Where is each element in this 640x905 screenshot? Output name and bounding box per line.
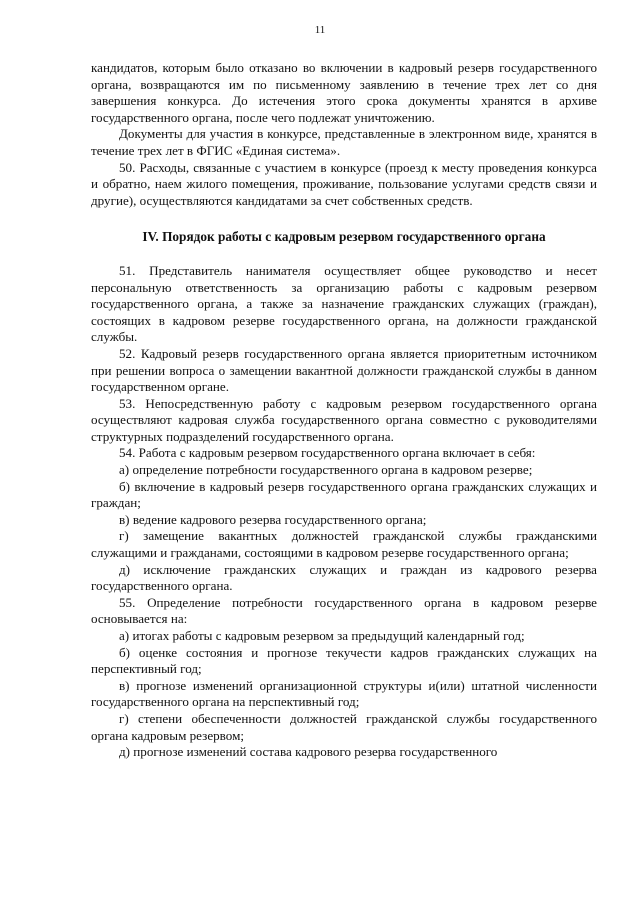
paragraph-50: 50. Расходы, связанные с участием в конкурсе (проезд к месту проведения конкурса и обратно, наем жилого помещения, проживание, пользование услугами средств связи и другие), осуществляются кандидатами за счет собственных средств. [91,159,597,208]
paragraph-54-a: а) определение потребности государственного органа в кадровом резерве; [119,462,533,478]
paragraph-55-b: б) оценке состояния и прогнозе текучести кадров гражданских служащих на перспективный год; [91,644,597,677]
paragraph-53: 53. Непосредственную работу с кадровым резервом государственного органа осуществляют кадровая служба государственного органа совместно с руководителями структурных подразделений государственного органа. [91,395,597,444]
paragraph-54-d: д) исключение гражданских служащих и граждан из кадрового резерва государственного органа. [91,561,597,594]
document-body [91,60,597,761]
paragraph-55: 55. Определение потребности государственного органа в кадровом резерве основывается на: [91,594,597,627]
paragraph-54-g: г) замещение вакантных должностей гражданской службы гражданскими служащими и гражданами, состоящими в кадровом резерве государственного органа; [91,528,597,561]
paragraph-55-v: в) прогнозе изменений организационной структуры и(или) штатной численности государственного органа на перспективный год; [91,677,597,710]
paragraph-54-v: в) ведение кадрового резерва государственного органа; [119,511,427,527]
paragraph-55-a: а) итогах работы с кадровым резервом за предыдущий календарный год; [119,628,525,643]
page-number: 11 [314,24,326,36]
paragraph-54: 54. Работа с кадровым резервом государственного органа включает в себя: [119,445,536,461]
paragraph-51: 51. Представитель нанимателя осуществляет общее руководство и несет персональную ответственность за организацию работы с кадровым резервом государственного органа, а также за назначение гражданских служащих (граждан), состоящих в кадровом резерве государственного органа, на должности гражданской службы. [91,262,597,345]
paragraph-54-b: б) включение в кадровый резерв государственного органа гражданских служащих и граждан; [91,478,597,511]
paragraph-electronic-documents: Документы для участия в конкурсе, представленные в электронном виде, хранятся в течение трех лет в ФГИС «Единая система». [91,126,597,158]
paragraph-55-g: г) степени обеспеченности должностей гражданской службы государственного органа кадровым резервом; [91,710,597,743]
section-heading-iv: IV. Порядок работы с кадровым резервом государственного органа [142,229,546,245]
paragraph-52: 52. Кадровый резерв государственного органа является приоритетным источником при решении вопроса о замещении вакантной должности гражданской службы в данном государственном органе. [91,345,597,395]
paragraph-continuation: кандидатов, которым было отказано во включении в кадровый резерв государственного органа, возвращаются им по письменному заявлению в течение трех лет со дня завершения конкурса. До истечения этого срока документы хранятся в архиве государственного органа, после чего подлежат уничтожению. [91,60,597,125]
paragraph-55-d: д) прогнозе изменений состава кадрового резерва государственного [119,744,498,760]
